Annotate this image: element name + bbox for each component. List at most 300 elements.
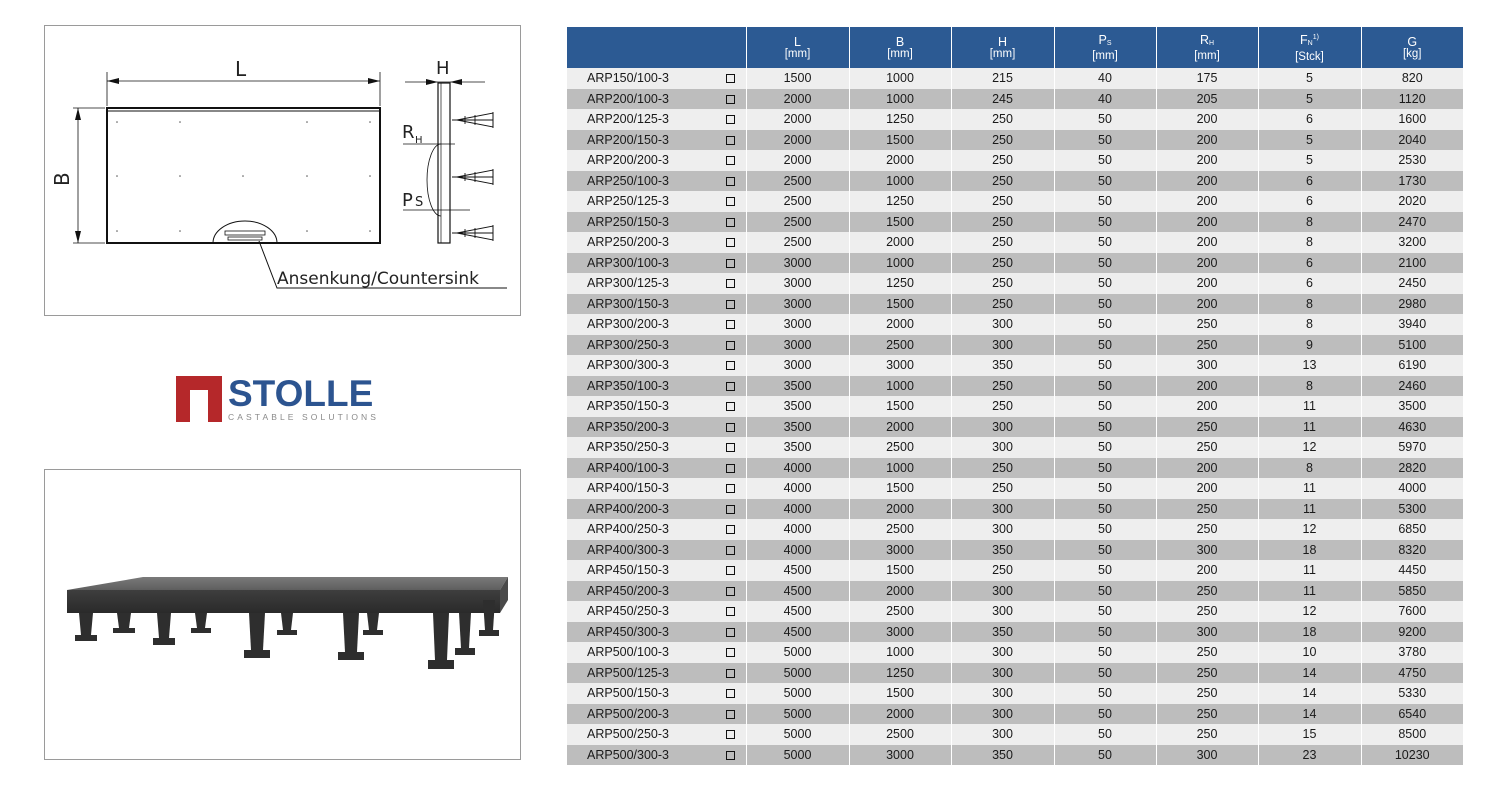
square-checkbox-icon bbox=[726, 279, 735, 288]
cell-FN: 8 bbox=[1258, 294, 1361, 315]
cell-L: 4500 bbox=[746, 622, 849, 643]
cell-checkbox bbox=[715, 417, 746, 438]
cell-model: ARP200/100-3 bbox=[567, 89, 715, 110]
cell-checkbox bbox=[715, 294, 746, 315]
table-row bbox=[567, 745, 1463, 766]
cell-model: ARP350/100-3 bbox=[567, 376, 715, 397]
cell-FN: 14 bbox=[1258, 683, 1361, 704]
dim-label-RH-sub: H bbox=[415, 135, 423, 146]
cell-G: 4450 bbox=[1361, 560, 1463, 581]
cell-G: 1120 bbox=[1361, 89, 1463, 110]
cell-B: 2500 bbox=[849, 519, 951, 540]
table-row bbox=[567, 68, 1463, 89]
cell-H: 350 bbox=[951, 622, 1054, 643]
cell-FN: 8 bbox=[1258, 232, 1361, 253]
cell-L: 3500 bbox=[746, 376, 849, 397]
table-row bbox=[567, 212, 1463, 233]
cell-RH: 250 bbox=[1156, 704, 1258, 725]
cell-L: 3500 bbox=[746, 437, 849, 458]
cell-H: 350 bbox=[951, 355, 1054, 376]
square-checkbox-icon bbox=[726, 402, 735, 411]
table-row bbox=[567, 458, 1463, 479]
cell-PS: 50 bbox=[1054, 745, 1156, 766]
square-checkbox-icon bbox=[726, 361, 735, 370]
table-row bbox=[567, 437, 1463, 458]
plate-hole-dots bbox=[116, 121, 371, 232]
cell-L: 3500 bbox=[746, 417, 849, 438]
cell-PS: 50 bbox=[1054, 519, 1156, 540]
cell-model: ARP300/300-3 bbox=[567, 355, 715, 376]
arrow-icon bbox=[450, 79, 462, 85]
table-row bbox=[567, 232, 1463, 253]
stolle-logo-mark-icon bbox=[176, 376, 222, 422]
cell-FN: 10 bbox=[1258, 642, 1361, 663]
table-row bbox=[567, 704, 1463, 725]
cell-checkbox bbox=[715, 376, 746, 397]
cell-RH: 250 bbox=[1156, 663, 1258, 684]
cell-H: 250 bbox=[951, 253, 1054, 274]
cell-L: 2500 bbox=[746, 212, 849, 233]
cell-G: 5850 bbox=[1361, 581, 1463, 602]
cell-L: 5000 bbox=[746, 704, 849, 725]
cell-RH: 250 bbox=[1156, 581, 1258, 602]
cell-H: 250 bbox=[951, 458, 1054, 479]
cell-G: 6540 bbox=[1361, 704, 1463, 725]
cell-RH: 200 bbox=[1156, 191, 1258, 212]
cell-PS: 40 bbox=[1054, 89, 1156, 110]
square-checkbox-icon bbox=[726, 341, 735, 350]
cell-G: 4000 bbox=[1361, 478, 1463, 499]
cell-L: 3000 bbox=[746, 253, 849, 274]
cell-PS: 50 bbox=[1054, 663, 1156, 684]
cell-G: 2460 bbox=[1361, 376, 1463, 397]
cell-PS: 50 bbox=[1054, 478, 1156, 499]
cell-PS: 50 bbox=[1054, 314, 1156, 335]
cell-FN: 8 bbox=[1258, 314, 1361, 335]
cell-B: 1500 bbox=[849, 130, 951, 151]
cell-checkbox bbox=[715, 130, 746, 151]
cell-L: 2500 bbox=[746, 232, 849, 253]
arrow-icon bbox=[426, 79, 438, 85]
cell-checkbox bbox=[715, 622, 746, 643]
cell-H: 250 bbox=[951, 171, 1054, 192]
cell-PS: 50 bbox=[1054, 417, 1156, 438]
cell-H: 300 bbox=[951, 601, 1054, 622]
cell-PS: 50 bbox=[1054, 601, 1156, 622]
cell-B: 2000 bbox=[849, 150, 951, 171]
cell-B: 1250 bbox=[849, 273, 951, 294]
cell-checkbox bbox=[715, 745, 746, 766]
cell-FN: 5 bbox=[1258, 150, 1361, 171]
cell-FN: 5 bbox=[1258, 89, 1361, 110]
cell-B: 2000 bbox=[849, 232, 951, 253]
cell-H: 300 bbox=[951, 499, 1054, 520]
table-row bbox=[567, 253, 1463, 274]
table-row bbox=[567, 622, 1463, 643]
cell-checkbox bbox=[715, 642, 746, 663]
cell-G: 1730 bbox=[1361, 171, 1463, 192]
cell-PS: 50 bbox=[1054, 704, 1156, 725]
square-checkbox-icon bbox=[726, 177, 735, 186]
cell-H: 300 bbox=[951, 335, 1054, 356]
cell-FN: 11 bbox=[1258, 581, 1361, 602]
cell-RH: 200 bbox=[1156, 294, 1258, 315]
table-row bbox=[567, 171, 1463, 192]
square-checkbox-icon bbox=[726, 197, 735, 206]
cell-L: 3000 bbox=[746, 314, 849, 335]
table-row bbox=[567, 109, 1463, 130]
cell-B: 2000 bbox=[849, 499, 951, 520]
cell-checkbox bbox=[715, 335, 746, 356]
cell-PS: 50 bbox=[1054, 499, 1156, 520]
cell-model: ARP500/200-3 bbox=[567, 704, 715, 725]
cell-model: ARP250/150-3 bbox=[567, 212, 715, 233]
cell-model: ARP400/150-3 bbox=[567, 478, 715, 499]
logo-tagline: CASTABLE SOLUTIONS bbox=[228, 412, 380, 422]
table-row bbox=[567, 540, 1463, 561]
cell-model: ARP350/150-3 bbox=[567, 396, 715, 417]
cell-G: 2470 bbox=[1361, 212, 1463, 233]
cell-B: 1500 bbox=[849, 478, 951, 499]
arrow-icon bbox=[75, 108, 81, 120]
cell-PS: 50 bbox=[1054, 191, 1156, 212]
cell-B: 1250 bbox=[849, 663, 951, 684]
square-checkbox-icon bbox=[726, 484, 735, 493]
cell-checkbox bbox=[715, 724, 746, 745]
cell-model: ARP300/150-3 bbox=[567, 294, 715, 315]
table-row bbox=[567, 355, 1463, 376]
cell-FN: 6 bbox=[1258, 273, 1361, 294]
table-row bbox=[567, 601, 1463, 622]
cell-G: 1600 bbox=[1361, 109, 1463, 130]
cell-model: ARP250/100-3 bbox=[567, 171, 715, 192]
dim-label-H: H bbox=[436, 58, 450, 79]
cell-G: 3940 bbox=[1361, 314, 1463, 335]
cell-G: 3780 bbox=[1361, 642, 1463, 663]
cell-model: ARP500/100-3 bbox=[567, 642, 715, 663]
square-checkbox-icon bbox=[726, 751, 735, 760]
square-checkbox-icon bbox=[726, 95, 735, 104]
cell-model: ARP400/250-3 bbox=[567, 519, 715, 540]
cell-model: ARP450/250-3 bbox=[567, 601, 715, 622]
square-checkbox-icon bbox=[726, 710, 735, 719]
cell-PS: 50 bbox=[1054, 396, 1156, 417]
cell-PS: 50 bbox=[1054, 355, 1156, 376]
cell-G: 3200 bbox=[1361, 232, 1463, 253]
cell-L: 3000 bbox=[746, 273, 849, 294]
cell-model: ARP300/250-3 bbox=[567, 335, 715, 356]
cell-RH: 200 bbox=[1156, 130, 1258, 151]
table-row bbox=[567, 581, 1463, 602]
cell-FN: 9 bbox=[1258, 335, 1361, 356]
cell-B: 1250 bbox=[849, 109, 951, 130]
cell-H: 250 bbox=[951, 191, 1054, 212]
cell-checkbox bbox=[715, 704, 746, 725]
cell-H: 300 bbox=[951, 642, 1054, 663]
cell-checkbox bbox=[715, 560, 746, 581]
cell-PS: 50 bbox=[1054, 109, 1156, 130]
cell-B: 3000 bbox=[849, 355, 951, 376]
cell-PS: 40 bbox=[1054, 68, 1156, 89]
cell-FN: 6 bbox=[1258, 171, 1361, 192]
stolle-logo bbox=[176, 373, 386, 424]
cell-PS: 50 bbox=[1054, 683, 1156, 704]
cell-L: 4000 bbox=[746, 478, 849, 499]
cell-model: ARP400/200-3 bbox=[567, 499, 715, 520]
cell-FN: 5 bbox=[1258, 68, 1361, 89]
cell-L: 4000 bbox=[746, 499, 849, 520]
spec-table bbox=[567, 27, 1463, 765]
cell-RH: 250 bbox=[1156, 683, 1258, 704]
table-row bbox=[567, 499, 1463, 520]
header-H: H [mm] bbox=[951, 27, 1054, 68]
header-FN: $F_N^{1)}$ [Stck] bbox=[1258, 27, 1361, 68]
cell-L: 2000 bbox=[746, 89, 849, 110]
cell-RH: 250 bbox=[1156, 642, 1258, 663]
cell-H: 350 bbox=[951, 540, 1054, 561]
square-checkbox-icon bbox=[726, 156, 735, 165]
cell-model: ARP200/125-3 bbox=[567, 109, 715, 130]
cell-RH: 200 bbox=[1156, 560, 1258, 581]
cell-L: 2000 bbox=[746, 130, 849, 151]
cell-checkbox bbox=[715, 89, 746, 110]
cell-FN: 8 bbox=[1258, 376, 1361, 397]
cell-checkbox bbox=[715, 253, 746, 274]
cell-model: ARP300/200-3 bbox=[567, 314, 715, 335]
cell-L: 2500 bbox=[746, 191, 849, 212]
arrow-icon bbox=[368, 78, 380, 84]
cell-B: 1000 bbox=[849, 253, 951, 274]
cell-model: ARP300/125-3 bbox=[567, 273, 715, 294]
cell-FN: 18 bbox=[1258, 622, 1361, 643]
square-checkbox-icon bbox=[726, 730, 735, 739]
cell-RH: 200 bbox=[1156, 171, 1258, 192]
square-checkbox-icon bbox=[726, 505, 735, 514]
cell-H: 300 bbox=[951, 519, 1054, 540]
table-row bbox=[567, 314, 1463, 335]
cell-L: 2000 bbox=[746, 109, 849, 130]
table-row bbox=[567, 519, 1463, 540]
cell-L: 5000 bbox=[746, 642, 849, 663]
cell-RH: 300 bbox=[1156, 622, 1258, 643]
cell-model: ARP250/125-3 bbox=[567, 191, 715, 212]
cell-L: 4000 bbox=[746, 519, 849, 540]
cell-PS: 50 bbox=[1054, 622, 1156, 643]
cell-H: 300 bbox=[951, 704, 1054, 725]
cell-FN: 6 bbox=[1258, 253, 1361, 274]
cell-G: 8320 bbox=[1361, 540, 1463, 561]
cell-model: ARP500/300-3 bbox=[567, 745, 715, 766]
cell-FN: 6 bbox=[1258, 191, 1361, 212]
cell-FN: 14 bbox=[1258, 663, 1361, 684]
cell-RH: 250 bbox=[1156, 519, 1258, 540]
cell-RH: 200 bbox=[1156, 376, 1258, 397]
table-row bbox=[567, 89, 1463, 110]
table-row bbox=[567, 642, 1463, 663]
cell-checkbox bbox=[715, 191, 746, 212]
machine-base-plate-image bbox=[45, 470, 522, 761]
square-checkbox-icon bbox=[726, 689, 735, 698]
cell-checkbox bbox=[715, 212, 746, 233]
cell-checkbox bbox=[715, 314, 746, 335]
cell-B: 3000 bbox=[849, 745, 951, 766]
technical-drawing bbox=[45, 26, 522, 317]
cell-H: 300 bbox=[951, 663, 1054, 684]
cell-PS: 50 bbox=[1054, 150, 1156, 171]
square-checkbox-icon bbox=[726, 115, 735, 124]
technical-drawing-panel bbox=[44, 25, 521, 316]
cell-model: ARP450/200-3 bbox=[567, 581, 715, 602]
square-checkbox-icon bbox=[726, 259, 735, 268]
cell-model: ARP500/125-3 bbox=[567, 663, 715, 684]
square-checkbox-icon bbox=[726, 238, 735, 247]
cell-FN: 8 bbox=[1258, 458, 1361, 479]
cell-FN: 8 bbox=[1258, 212, 1361, 233]
square-checkbox-icon bbox=[726, 320, 735, 329]
table-header-row bbox=[567, 27, 1463, 68]
table-row bbox=[567, 273, 1463, 294]
cell-checkbox bbox=[715, 540, 746, 561]
cell-FN: 11 bbox=[1258, 417, 1361, 438]
cell-RH: 300 bbox=[1156, 540, 1258, 561]
square-checkbox-icon bbox=[726, 423, 735, 432]
cell-H: 250 bbox=[951, 232, 1054, 253]
cell-G: 6850 bbox=[1361, 519, 1463, 540]
cell-model: ARP500/250-3 bbox=[567, 724, 715, 745]
cell-L: 4000 bbox=[746, 458, 849, 479]
cell-L: 5000 bbox=[746, 683, 849, 704]
cell-L: 3000 bbox=[746, 294, 849, 315]
side-view-feet bbox=[452, 112, 493, 241]
table-row bbox=[567, 478, 1463, 499]
table-row bbox=[567, 294, 1463, 315]
cell-checkbox bbox=[715, 499, 746, 520]
cell-G: 2530 bbox=[1361, 150, 1463, 171]
cell-RH: 200 bbox=[1156, 212, 1258, 233]
cell-H: 300 bbox=[951, 683, 1054, 704]
cell-B: 1500 bbox=[849, 212, 951, 233]
cell-RH: 250 bbox=[1156, 724, 1258, 745]
dim-label-RH: R bbox=[402, 122, 415, 143]
cell-RH: 200 bbox=[1156, 253, 1258, 274]
cell-checkbox bbox=[715, 519, 746, 540]
header-model bbox=[567, 27, 715, 68]
cell-RH: 200 bbox=[1156, 150, 1258, 171]
cell-G: 5330 bbox=[1361, 683, 1463, 704]
cell-H: 215 bbox=[951, 68, 1054, 89]
cell-FN: 11 bbox=[1258, 396, 1361, 417]
cell-L: 5000 bbox=[746, 663, 849, 684]
cell-H: 250 bbox=[951, 396, 1054, 417]
cell-model: ARP200/150-3 bbox=[567, 130, 715, 151]
cell-FN: 5 bbox=[1258, 130, 1361, 151]
side-view-countersink bbox=[427, 144, 441, 216]
square-checkbox-icon bbox=[726, 628, 735, 637]
header-RH: $R_H$ [mm] bbox=[1156, 27, 1258, 68]
cell-L: 3000 bbox=[746, 355, 849, 376]
cell-checkbox bbox=[715, 396, 746, 417]
cell-H: 250 bbox=[951, 376, 1054, 397]
cell-B: 2500 bbox=[849, 335, 951, 356]
cell-PS: 50 bbox=[1054, 212, 1156, 233]
cell-G: 4630 bbox=[1361, 417, 1463, 438]
cell-checkbox bbox=[715, 171, 746, 192]
cell-RH: 205 bbox=[1156, 89, 1258, 110]
cell-RH: 250 bbox=[1156, 601, 1258, 622]
cell-checkbox bbox=[715, 683, 746, 704]
cell-PS: 50 bbox=[1054, 581, 1156, 602]
cell-H: 250 bbox=[951, 273, 1054, 294]
cell-B: 3000 bbox=[849, 622, 951, 643]
cell-PS: 50 bbox=[1054, 642, 1156, 663]
cell-FN: 11 bbox=[1258, 478, 1361, 499]
logo-wordmark: STOLLE bbox=[228, 373, 374, 414]
table-row bbox=[567, 150, 1463, 171]
dim-label-PS: P bbox=[402, 190, 413, 211]
cell-checkbox bbox=[715, 478, 746, 499]
cell-PS: 50 bbox=[1054, 560, 1156, 581]
cell-B: 1000 bbox=[849, 458, 951, 479]
cell-G: 5300 bbox=[1361, 499, 1463, 520]
cell-PS: 50 bbox=[1054, 458, 1156, 479]
square-checkbox-icon bbox=[726, 648, 735, 657]
cell-G: 2450 bbox=[1361, 273, 1463, 294]
cell-H: 300 bbox=[951, 724, 1054, 745]
cell-checkbox bbox=[715, 355, 746, 376]
cell-H: 245 bbox=[951, 89, 1054, 110]
cell-model: ARP200/200-3 bbox=[567, 150, 715, 171]
cell-L: 2000 bbox=[746, 150, 849, 171]
square-checkbox-icon bbox=[726, 566, 735, 575]
cell-H: 250 bbox=[951, 560, 1054, 581]
cell-G: 6190 bbox=[1361, 355, 1463, 376]
arrow-icon bbox=[75, 231, 81, 243]
cell-FN: 11 bbox=[1258, 560, 1361, 581]
cell-B: 1000 bbox=[849, 376, 951, 397]
cell-PS: 50 bbox=[1054, 540, 1156, 561]
cell-PS: 50 bbox=[1054, 232, 1156, 253]
cell-FN: 18 bbox=[1258, 540, 1361, 561]
table-row bbox=[567, 396, 1463, 417]
cell-H: 300 bbox=[951, 314, 1054, 335]
cell-model: ARP350/200-3 bbox=[567, 417, 715, 438]
cell-PS: 50 bbox=[1054, 171, 1156, 192]
cell-RH: 250 bbox=[1156, 417, 1258, 438]
cell-FN: 15 bbox=[1258, 724, 1361, 745]
cell-checkbox bbox=[715, 458, 746, 479]
cell-RH: 250 bbox=[1156, 499, 1258, 520]
cell-RH: 300 bbox=[1156, 745, 1258, 766]
cell-B: 3000 bbox=[849, 540, 951, 561]
square-checkbox-icon bbox=[726, 382, 735, 391]
cell-B: 2000 bbox=[849, 417, 951, 438]
cell-H: 250 bbox=[951, 150, 1054, 171]
header-G: G [kg] bbox=[1361, 27, 1463, 68]
cell-B: 2000 bbox=[849, 704, 951, 725]
cell-H: 300 bbox=[951, 581, 1054, 602]
cell-B: 2500 bbox=[849, 724, 951, 745]
cell-G: 9200 bbox=[1361, 622, 1463, 643]
cell-checkbox bbox=[715, 437, 746, 458]
cell-model: ARP450/150-3 bbox=[567, 560, 715, 581]
cell-model: ARP500/150-3 bbox=[567, 683, 715, 704]
cell-FN: 12 bbox=[1258, 601, 1361, 622]
cell-B: 1000 bbox=[849, 171, 951, 192]
cell-H: 300 bbox=[951, 417, 1054, 438]
cell-B: 1500 bbox=[849, 683, 951, 704]
cell-FN: 12 bbox=[1258, 519, 1361, 540]
cell-G: 2980 bbox=[1361, 294, 1463, 315]
